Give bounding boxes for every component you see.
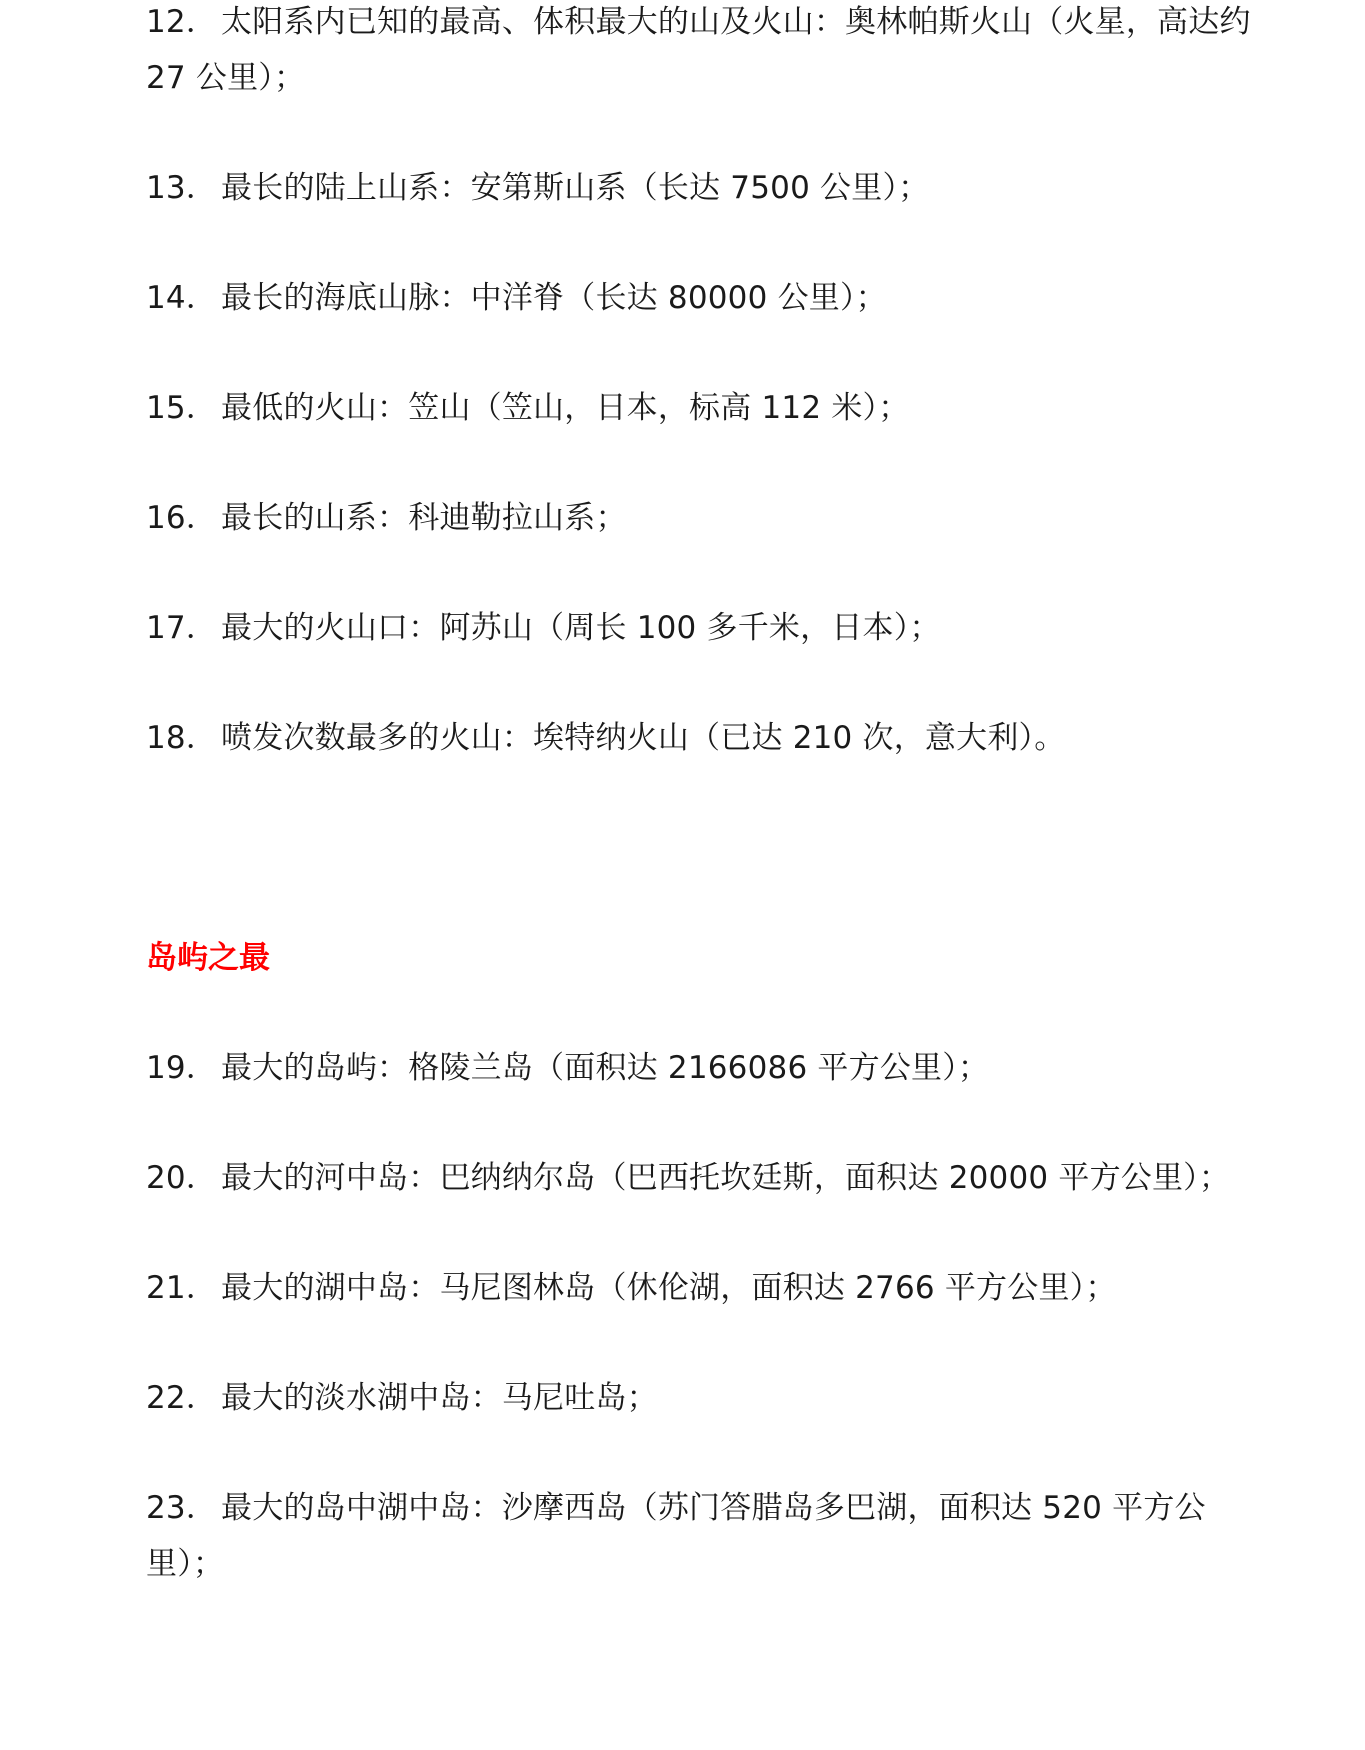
item-text: 最大的淡水湖中岛：马尼吐岛； — [221, 1380, 658, 1416]
list-item-12 — [146, 0, 1276, 106]
list-item-16 — [146, 490, 1276, 546]
item-number: 16． — [146, 500, 218, 536]
item-text: 最长的陆上山系：安第斯山系（长达 7500 公里）； — [221, 170, 930, 206]
item-text: 最低的火山：笠山（笠山，日本，标高 112 米）； — [221, 390, 910, 426]
item-text: 太阳系内已知的最高、体积最大的山及火山：奥林帕斯火山（火星，高达约 27 公里）； — [146, 4, 1251, 96]
item-text: 最长的海底山脉：中洋脊（长达 80000 公里）； — [221, 280, 887, 316]
item-text: 最大的岛中湖中岛：沙摩西岛（苏门答腊岛多巴湖，面积达 520 平方公里）； — [146, 1490, 1206, 1582]
item-number: 19． — [146, 1050, 218, 1086]
item-number: 13． — [146, 170, 218, 206]
list-item-18 — [146, 710, 1276, 766]
list-item-17 — [146, 600, 1276, 656]
item-number: 21． — [146, 1270, 218, 1306]
list-item-21 — [146, 1260, 1276, 1316]
item-number: 12． — [146, 4, 218, 40]
item-text: 喷发次数最多的火山：埃特纳火山（已达 210 次，意大利）。 — [221, 720, 1066, 756]
item-text: 最大的河中岛：巴纳纳尔岛（巴西托坎廷斯，面积达 20000 平方公里）； — [221, 1160, 1231, 1196]
item-number: 18． — [146, 720, 218, 756]
item-text: 最大的火山口：阿苏山（周长 100 多千米，日本）； — [221, 610, 941, 646]
list-item-15 — [146, 380, 1276, 436]
item-number: 22． — [146, 1380, 218, 1416]
list-item-22 — [146, 1370, 1276, 1426]
item-text: 最大的湖中岛：马尼图林岛（休伦湖，面积达 2766 平方公里）； — [221, 1270, 1117, 1306]
item-number: 23． — [146, 1490, 218, 1526]
list-item-19 — [146, 1040, 1276, 1096]
item-number: 14． — [146, 280, 218, 316]
item-number: 17． — [146, 610, 218, 646]
item-number: 20． — [146, 1160, 218, 1196]
list-item-14 — [146, 270, 1276, 326]
list-item-20 — [146, 1150, 1276, 1206]
section-heading-islands: 岛屿之最 — [146, 940, 270, 976]
item-text: 最大的岛屿：格陵兰岛（面积达 2166086 平方公里）； — [221, 1050, 990, 1086]
list-item-13 — [146, 160, 1276, 216]
list-item-23 — [146, 1480, 1276, 1592]
item-number: 15． — [146, 390, 218, 426]
item-text: 最长的山系：科迪勒拉山系； — [221, 500, 627, 536]
